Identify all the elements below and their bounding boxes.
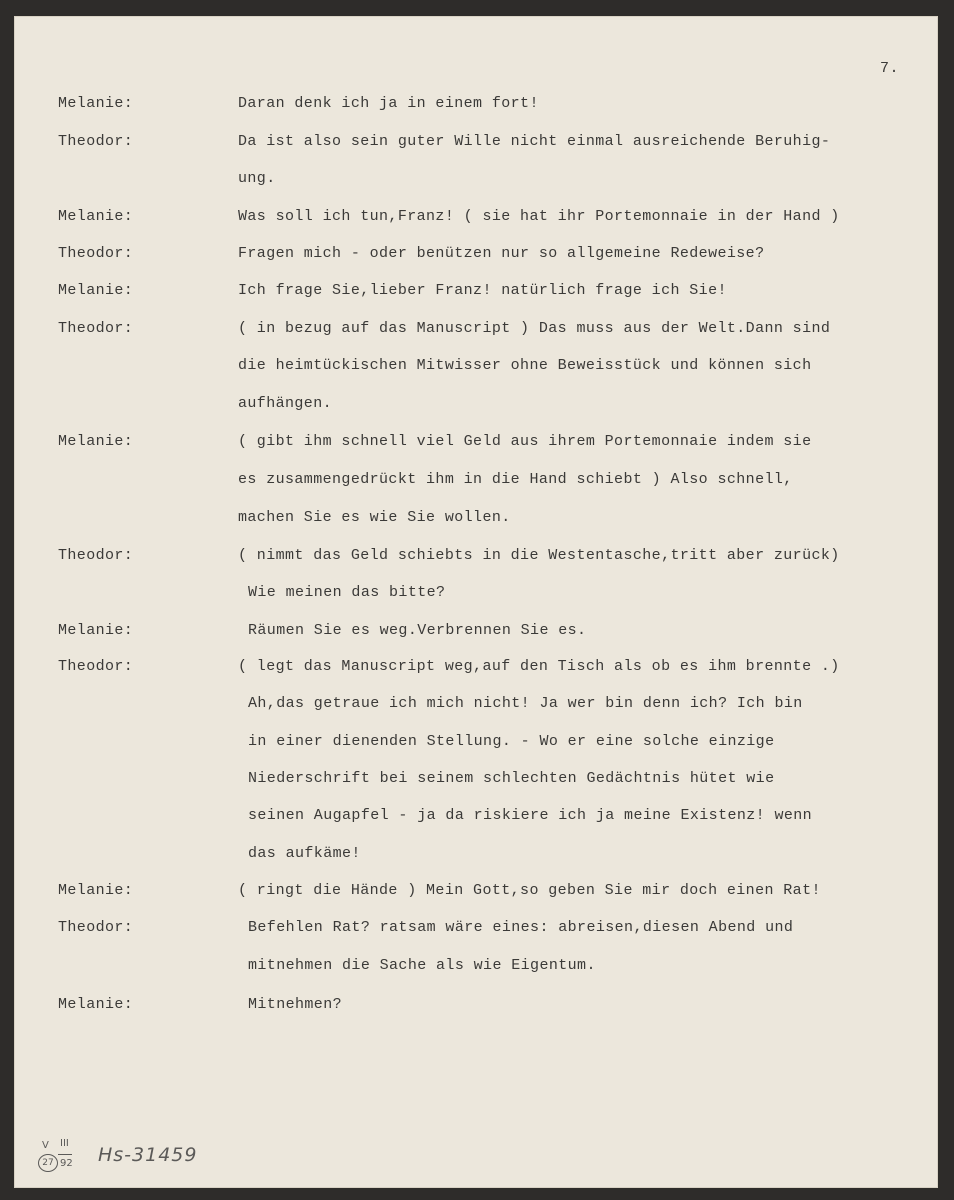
dialogue-line	[14, 622, 938, 660]
speaker-name: Melanie:	[58, 95, 134, 112]
shelf-mark-v: V	[42, 1140, 49, 1151]
dialogue-line	[14, 733, 938, 771]
speaker-name: Melanie:	[58, 208, 134, 225]
fraction-bar	[58, 1154, 72, 1155]
speaker-name: Theodor:	[58, 320, 134, 337]
speaker-name: Melanie:	[58, 622, 134, 639]
dialogue-text: mitnehmen die Sache als wie Eigentum.	[248, 957, 596, 974]
speaker-name: Theodor:	[58, 245, 134, 262]
speaker-name: Theodor:	[58, 133, 134, 150]
dialogue-line	[14, 170, 938, 208]
archive-signature: Hs-31459	[98, 1144, 198, 1166]
speaker-name: Melanie:	[58, 996, 134, 1013]
dialogue-line	[14, 208, 938, 246]
dialogue-text: Ah,das getraue ich mich nicht! Ja wer bin denn ich? Ich bin	[248, 695, 803, 712]
dialogue-text: Mitnehmen?	[248, 996, 343, 1013]
dialogue-line	[14, 996, 938, 1034]
dialogue-line	[14, 357, 938, 395]
dialogue-text: ( in bezug auf das Manuscript ) Das muss aus der Welt.Dann sind	[238, 320, 831, 337]
dialogue-line	[14, 845, 938, 883]
dialogue-line	[14, 282, 938, 320]
dialogue-text: aufhängen.	[238, 395, 333, 412]
dialogue-line	[14, 658, 938, 696]
dialogue-line	[14, 320, 938, 358]
dialogue-line	[14, 433, 938, 471]
dialogue-line	[14, 245, 938, 283]
dialogue-text: machen Sie es wie Sie wollen.	[238, 509, 511, 526]
dialogue-text: ( legt das Manuscript weg,auf den Tisch als ob es ihm brennte .)	[238, 658, 840, 675]
dialogue-text: seinen Augapfel - ja da riskiere ich ja meine Existenz! wenn	[248, 807, 813, 824]
dialogue-text: in einer dienenden Stellung. - Wo er eine solche einzige	[248, 733, 775, 750]
dialogue-text: ( gibt ihm schnell viel Geld aus ihrem Portemonnaie indem sie	[238, 433, 812, 450]
dialogue-line	[14, 547, 938, 585]
folio-number: 92	[60, 1158, 73, 1169]
dialogue-text: Ich frage Sie,lieber Franz! natürlich frage ich Sie!	[238, 282, 727, 299]
shelf-mark-iii: III	[60, 1138, 69, 1149]
dialogue-line	[14, 695, 938, 733]
dialogue-text: Befehlen Rat? ratsam wäre eines: abreisen,diesen Abend und	[248, 919, 794, 936]
dialogue-text: die heimtückischen Mitwisser ohne Beweisstück und können sich	[238, 357, 812, 374]
dialogue-text: Daran denk ich ja in einem fort!	[238, 95, 539, 112]
dialogue-line	[14, 957, 938, 995]
document-page	[14, 16, 938, 1188]
speaker-name: Melanie:	[58, 882, 134, 899]
dialogue-text: Da ist also sein guter Wille nicht einmal ausreichende Beruhig-	[238, 133, 831, 150]
dialogue-text: das aufkäme!	[248, 845, 361, 862]
dialogue-line	[14, 882, 938, 920]
dialogue-line	[14, 509, 938, 547]
circled-number: 27	[38, 1154, 58, 1172]
dialogue-text: ( ringt die Hände ) Mein Gott,so geben Sie mir doch einen Rat!	[238, 882, 821, 899]
dialogue-text: Räumen Sie es weg.Verbrennen Sie es.	[248, 622, 587, 639]
dialogue-line	[14, 770, 938, 808]
dialogue-line	[14, 395, 938, 433]
dialogue-line	[14, 133, 938, 171]
dialogue-line	[14, 919, 938, 957]
dialogue-text: ung.	[238, 170, 276, 187]
speaker-name: Melanie:	[58, 433, 134, 450]
dialogue-line	[14, 807, 938, 845]
dialogue-text: Wie meinen das bitte?	[248, 584, 446, 601]
archive-marks	[36, 1140, 236, 1180]
speaker-name: Theodor:	[58, 658, 134, 675]
dialogue-text: ( nimmt das Geld schiebts in die Westentasche,tritt aber zurück)	[238, 547, 840, 564]
speaker-name: Theodor:	[58, 547, 134, 564]
speaker-name: Theodor:	[58, 919, 134, 936]
speaker-name: Melanie:	[58, 282, 134, 299]
dialogue-text: es zusammengedrückt ihm in die Hand schiebt ) Also schnell,	[238, 471, 793, 488]
page-number: 7.	[880, 60, 900, 77]
dialogue-text: Niederschrift bei seinem schlechten Gedächtnis hütet wie	[248, 770, 775, 787]
dialogue-line	[14, 584, 938, 622]
dialogue-line	[14, 471, 938, 509]
dialogue-text: Was soll ich tun,Franz! ( sie hat ihr Portemonnaie in der Hand )	[238, 208, 840, 225]
dialogue-line	[14, 95, 938, 133]
dialogue-text: Fragen mich - oder benützen nur so allgemeine Redeweise?	[238, 245, 765, 262]
